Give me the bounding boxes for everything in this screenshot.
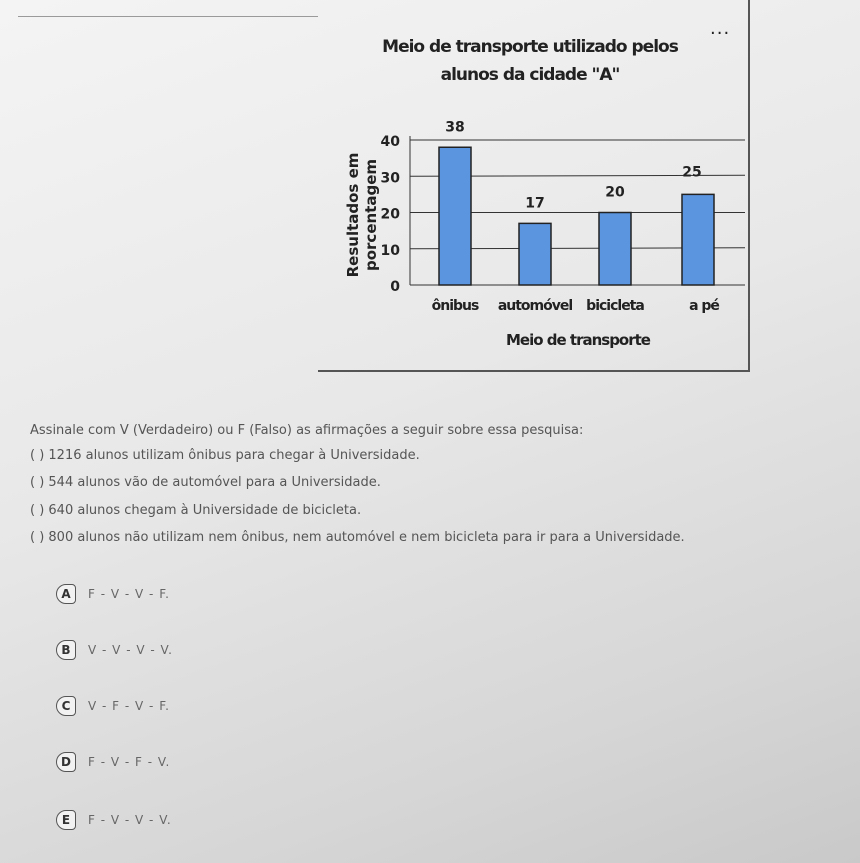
chart-title-line-1: Meio de transporte utilizado pelos (382, 37, 678, 57)
option-a-letter: A (56, 584, 76, 604)
option-b-letter: B (56, 640, 76, 660)
statement-3: ( ) 640 alunos chegam à Universidade de bicicleta. (30, 503, 362, 518)
y-tick-label: 0 (390, 279, 400, 295)
y-axis-label-line-2: porcentagem (362, 158, 380, 272)
y-tick-label: 20 (380, 206, 400, 223)
y-tick-label: 40 (380, 134, 400, 150)
more-options-icon[interactable]: ... (710, 18, 731, 39)
x-tick-label: bicicleta (586, 298, 644, 314)
option-e[interactable] (56, 810, 172, 830)
chart-title-line-2: alunos da cidade "A" (440, 65, 620, 85)
option-a-text: F - V - V - F. (88, 587, 170, 601)
bar (682, 194, 714, 285)
option-d[interactable] (56, 752, 170, 772)
question-text: Assinale com V (Verdadeiro) ou F (Falso) as afirmações a seguir sobre essa pesquisa: (30, 423, 584, 438)
option-c-letter: C (56, 696, 76, 716)
chart-panel (318, 0, 750, 372)
option-b[interactable] (56, 640, 173, 660)
bar (599, 213, 631, 286)
option-a[interactable] (56, 584, 170, 604)
x-tick-label: automóvel (497, 298, 573, 314)
bar-value-label: 17 (525, 195, 545, 212)
option-d-letter: D (56, 752, 76, 772)
option-b-text: V - V - V - V. (88, 643, 173, 657)
bar-value-label: 25 (682, 164, 702, 181)
bar (519, 223, 551, 285)
x-axis-label: Meio de transporte (506, 331, 650, 349)
y-axis-label-line-1: Resultados em (344, 152, 362, 278)
statement-4: ( ) 800 alunos não utilizam nem ônibus, nem automóvel e nem bicicleta para ir para a Universidade. (30, 530, 685, 545)
statement-1: ( ) 1216 alunos utilizam ônibus para chegar à Universidade. (30, 448, 420, 463)
statement-2: ( ) 544 alunos vão de automóvel para a Universidade. (30, 475, 381, 490)
y-tick-label: 10 (380, 242, 400, 259)
x-tick-label: a pé (689, 298, 719, 314)
bar-value-label: 20 (605, 184, 625, 201)
option-e-text: F - V - V - V. (88, 813, 172, 827)
option-d-text: F - V - F - V. (88, 755, 171, 769)
option-c[interactable] (56, 696, 170, 716)
bar-chart (318, 0, 750, 372)
option-e-letter: E (56, 810, 76, 830)
top-divider (18, 16, 318, 17)
option-c-text: V - F - V - F. (88, 699, 170, 713)
bar-value-label: 38 (445, 119, 465, 136)
y-tick-label: 30 (380, 170, 400, 187)
bar (439, 147, 471, 285)
x-tick-label: ônibus (431, 298, 479, 314)
